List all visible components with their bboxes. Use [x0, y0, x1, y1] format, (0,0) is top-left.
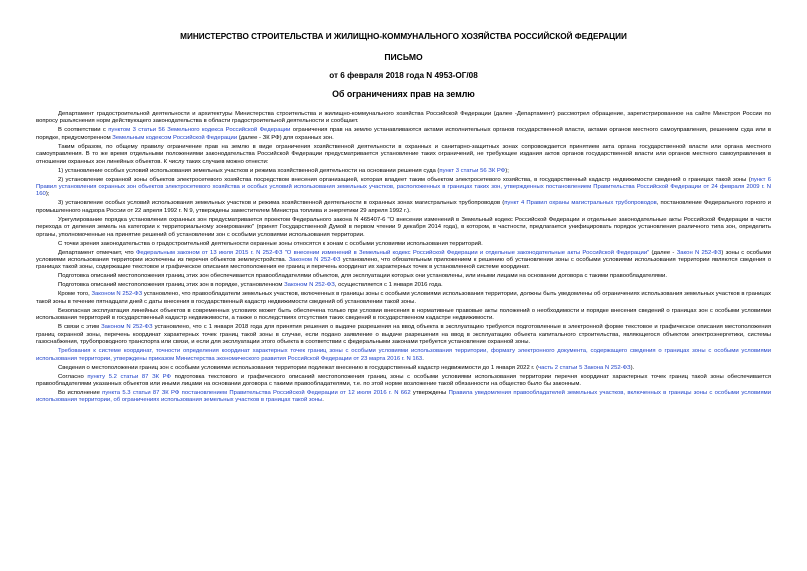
paragraph-text: Департамент отмечает, что [58, 249, 136, 256]
paragraph-text: 2) установление охранной зоны объектов электросетевого хозяйства посредством внесения организацией, которая владеет таким объектом электросетевого хозяйства, в государственный кадастр недвижимости сведений о границах такой зоны ( [58, 176, 751, 183]
paragraph-text: . [422, 355, 424, 362]
document-link[interactable]: Законом N 252-ФЗ [284, 282, 335, 289]
paragraph-text: утверждены [410, 389, 449, 396]
document-link[interactable]: Законом N 252-ФЗ [101, 324, 153, 331]
paragraph-text: установлено, что обязательным приложением к решению об установлении зоны с особыми условиями использования территории являются сведения о границах такой зоны, содержащие текстовое и графическое описания местоположения ее границ и перечень координат их характерных точек в установленной системе координат. [36, 257, 772, 271]
paragraph [36, 177, 771, 199]
document-type: ПИСЬМО [384, 52, 423, 62]
paragraph-text: Подготовка описаний местоположения границ этих зон в порядке, установленном [58, 282, 285, 289]
paragraph [36, 282, 771, 289]
paragraph-text: (далее - [649, 249, 677, 256]
document-date-number: от 6 февраля 2018 года N 4953-ОГ/08 [329, 71, 478, 80]
paragraph-text: Департамент градостроительной деятельности и архитектуры Министерства строительства и жилищно-коммунального хозяйства Российской Федерации (далее -Департамент) рассмотрел обращение, зарегистрированное на сайте Минстроя России по вопросу разъяснения норм действующего законодательства в области градостроительной деятельности и сообщает. [36, 111, 771, 125]
document-link[interactable]: Законом N 252-ФЗ [288, 257, 341, 264]
document-link[interactable]: Требования к системе координат, точности определения координат характерных точек границ зоны с особыми условиями использования территории, формату электронного документа, содержащего сведения о границах зоны с особыми условиями использования территории, утверждены приказом Министерства экономического развития Российской Федерации от 23 марта 2016 г. N 163 [36, 348, 771, 362]
paragraph-text: (далее - ЗК РФ) для охранных зон. [237, 134, 334, 141]
paragraph-text: ) зоны с особыми условиями использования территории исключены из перечня объектов землеустройства. [36, 249, 771, 264]
paragraph-text: 3) установление особых условий использования земельных участков и режима хозяйственной деятельности в охранных зонах магистральных трубопроводов ( [58, 200, 505, 207]
paragraph [36, 250, 771, 272]
paragraph [36, 308, 771, 323]
paragraph-text: В связи с этим [58, 324, 102, 331]
paragraph [36, 111, 771, 126]
paragraph [36, 200, 771, 215]
document-link[interactable]: Земельным кодексом Российской Федерации [112, 134, 238, 141]
document-subject: Об ограничениях прав на землю [332, 89, 475, 99]
document-link[interactable]: Федеральным законом от 13 июля 2015 г. N 252-ФЗ "О внесении изменений в Земельный кодекс Российской Федерации и отдельные законодательные акты Российской Федерации" [135, 249, 650, 256]
paragraph-text: Урегулирование порядка установления охранных зон предусматривается проектом Федерального закона N 465407-6 "О внесении изменений в Земельный кодекс Российской Федерации и отдельные законодательные акты Российской Федерации в части перехода от деления земель на категории к территориальному зонированию" (принят Государственной Думой в первом чтении 9 декабря 2014 года), в котором, в частности, предлагается унифицировать порядок установления различного типа зон, определить органы, уполномоченные на принятие решений об установлении зон с особыми условиями использования территории. [36, 216, 771, 238]
document-link[interactable]: пункта 5.3 статьи 87 ЗК РФ [102, 389, 180, 396]
paragraph [36, 144, 771, 166]
paragraph [36, 390, 771, 405]
paragraph [36, 217, 771, 239]
paragraph-text: Безопасная эксплуатация линейных объектов в современных условиях может быть обеспечена только при условии внесения в нормативные правовые акты положений о необходимости и порядке внесения сведений о границах зон с особыми условиями использования территорий в государственный кадастр недвижимости, а также о последствиях отсутствия таких сведений в государственном кадастре недвижимости. [36, 307, 771, 322]
paragraph-text: ); [45, 191, 50, 198]
paragraph-text: В соответствии с [58, 127, 109, 134]
document-body [36, 111, 771, 405]
paragraph [36, 291, 771, 306]
paragraph [36, 365, 771, 372]
paragraph-text: . [322, 397, 324, 404]
paragraph-text: Таким образом, по общему правилу ограничение прав на землю в виде ограничения хозяйственной деятельности в охранных и санитарно-защитных зонах сопровождается принятием акта органа государственной власти или органа местного самоуправления. В то же время отдельными положениями законодательства Российской Федерации предусматривается установление таких ограничений, не требующее издания актов органов государственной власти или органов местного самоуправления в отношении охранных зон линейных объектов. К числу таких случаев можно отнести: [36, 143, 771, 165]
paragraph [36, 324, 771, 346]
paragraph-text: ограничения прав на землю устанавливаются актами исполнительных органов государственной власти, актами органов местного самоуправления, решением суда или в порядке, предусмотренном [36, 127, 772, 141]
paragraph-text: С точки зрения законодательства о градостроительной деятельности охранные зоны относятся к зонам с особыми условиями использования территорий. [58, 240, 483, 247]
ministry-heading: МИНИСТЕРСТВО СТРОИТЕЛЬСТВА И ЖИЛИЩНО-КОММУНАЛЬНОГО ХОЗЯЙСТВА РОССИЙСКОЙ ФЕДЕРАЦИИ [180, 32, 627, 41]
paragraph-text: , осуществляется с 1 января 2016 года. [334, 282, 443, 289]
paragraph [36, 273, 771, 280]
paragraph [36, 168, 771, 175]
paragraph-text: ); [505, 167, 509, 174]
document-link[interactable]: пунктом 3 статьи 56 Земельного кодекса Российской Федерации [108, 127, 291, 134]
paragraph-text: подготовка текстового и графического описаний местоположения границ зоны с особыми условиями использования территории перечня координат характерных точек границ такой зоны обеспечивается правообладателями указанных объектов или иными лицами на основании договора с такими правообладателями, т.е. по этой норме возложение такой обязанности на общество было бы законным. [36, 373, 772, 387]
document-link[interactable]: Законом N 252-ФЗ [91, 291, 143, 298]
paragraph-text: Во исполнение [58, 389, 103, 396]
paragraph-text: установлено, что правообладатели земельных участков, включенных в границы зоны с особыми условиями использования территории, должны быть уведомлены об ограничениях использования земельных участков в границах такой зоны в течение пятнадцати дней с даты внесения в государственный кадастр недвижимости сведений об установлении такой зоны. [36, 291, 771, 305]
document-link[interactable]: Правила уведомления правообладателей земельных участков, включенных в границы зоны с особыми условиями использования территории, об ограничениях использования земельных участков в границах такой зоны [36, 389, 771, 404]
document-link[interactable]: Закон N 252-ФЗ [676, 249, 722, 256]
paragraph [36, 348, 771, 363]
document-link[interactable]: пункт 3 статьи 56 ЗК РФ [439, 167, 506, 174]
paragraph-text: установлено, что с 1 января 2018 года для принятия решения о выдаче разрешения на ввод объекта в эксплуатацию требуются подготовленные в электронной форме текстовое и графическое описания местоположения границ охранной зоны, перечень координат характерных точек границ такой зоны в случае, если подано заявление о выдаче разрешения на ввод в эксплуатацию объекта капитального строительства, являющегося объектом электроэнергетики, системы газоснабжения, трубопроводного транспорта или связи, и если для эксплуатации этого объекта в соответствии с федеральными законами требуется установление охранной зоны. [36, 324, 772, 346]
paragraph-text: Подготовка описаний местоположения границ этих зон обеспечивается правообладателями объектов, для эксплуатации которых они установлены, или иными лицами на основании договора с такими правообладателями. [58, 273, 667, 280]
paragraph-text: Кроме того, [58, 291, 92, 298]
paragraph-text: Согласно [58, 373, 88, 380]
paragraph-text: ). [630, 364, 635, 371]
paragraph [36, 374, 771, 389]
document-link[interactable]: пункт 4 Правил охраны магистральных трубопроводов [504, 200, 657, 207]
document-link[interactable]: часть 2 статьи 5 Закона N 252-ФЗ [538, 364, 631, 371]
document-link[interactable]: постановлением Правительства Российской Федерации от 12 июля 2016 г. N 662 [181, 389, 411, 396]
paragraph [36, 241, 771, 248]
document-link[interactable]: пункт 6 Правил установления охранных зон объектов электросетевого хозяйства и особых условий использования земельных участков, расположенных в границах таких зон, утвержденных постановлением Правительства Российской Федерации от 24 февраля 2009 г. N 160 [36, 176, 771, 198]
paragraph [36, 127, 771, 142]
paragraph-text: 1) установление особых условий использования земельных участков и режима хозяйственной деятельности на основании решения суда ( [58, 167, 440, 174]
paragraph-text: Сведения о местоположении границ зон с особыми условиями использования территории подлежат внесению в государственный кадастр недвижимости до 1 января 2022 г. ( [58, 364, 539, 371]
document-link[interactable]: пункту 5.2 статьи 87 ЗК РФ [87, 373, 172, 380]
paragraph-text: , постановление Федерального горного и промышленного надзора России от 22 апреля 1992 г. N 9, утверждены заместителем Министра топлива и энергетики 29 апреля 1992 г.). [36, 200, 771, 214]
